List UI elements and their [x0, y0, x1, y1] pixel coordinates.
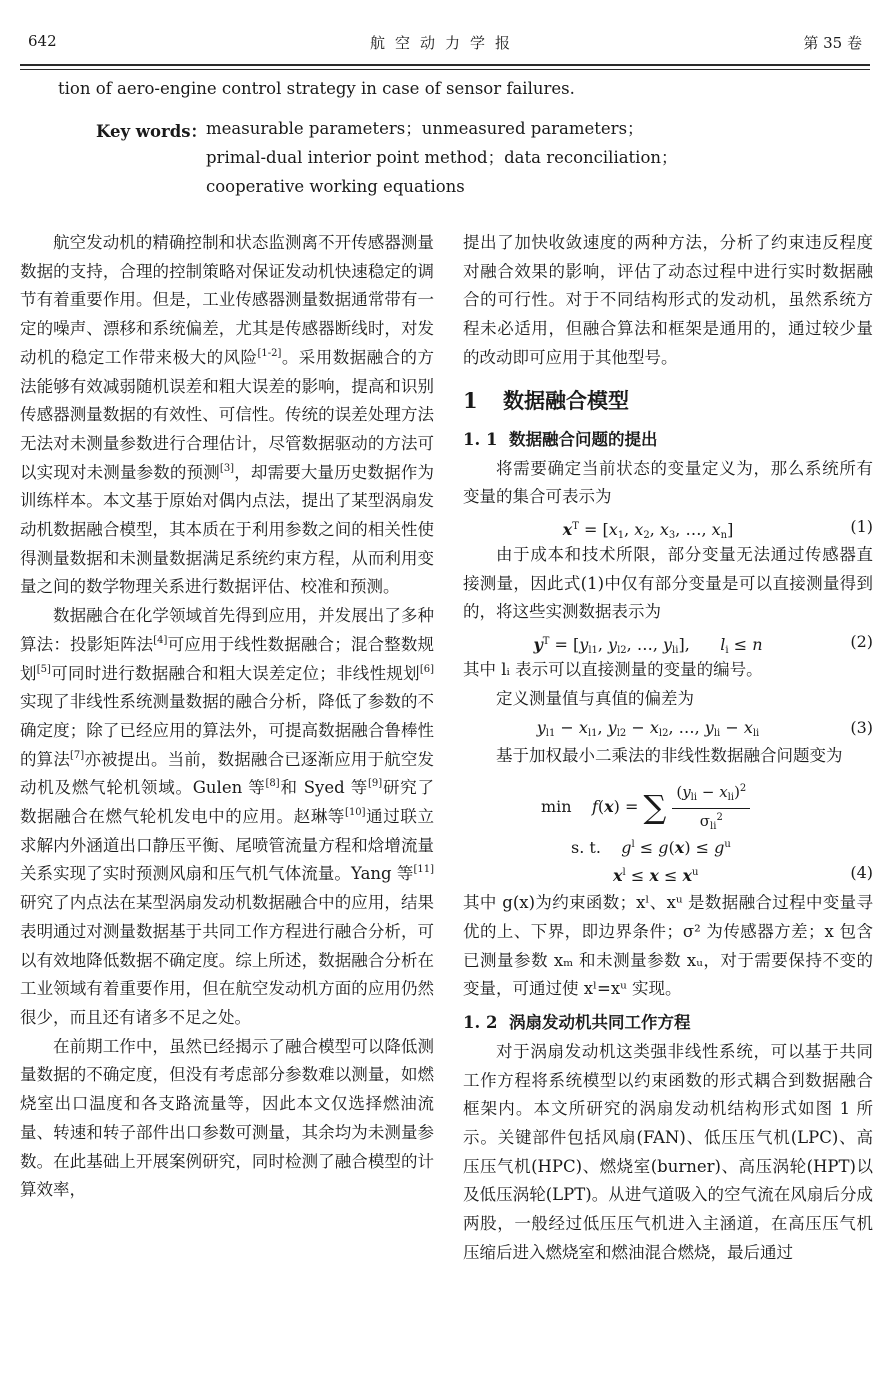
intro-paragraph-2: 数据融合在化学领域首先得到应用，并发展出了多种算法：投影矩阵法[4]可应用于线性数据融合；混合整数规划[5]可同时进行数据融合和粗大误差定位；非线性规划[6]实现了非线性系统测量数据的融合分析，降低了参数的不确定度；除了已经应用的算法外，可提高数据融合鲁棒性的算法[7]亦被提出。当前，数据融合已逐渐应用于航空发动机及燃气轮机领域。Gulen 等[8]和 Syed 等[9]研究了数据融合在燃气轮机发电中的应用。赵琳等[10]通过联立求解内外涵道出口静压平衡、尾喷管流量方程和焓增流量关系实现了实时预测风扇和压气机气体流量。Yang 等[11]研究了内点法在某型涡扇发动机数据融合中的应用，结果表明通过对测量数据基于共同工作方程进行融合分析，可以有效地降低数据不确定度。综上所述，数据融合分析在工业领域有着重要作用，但在航空发动机方面的应用仍然很少，而且还有诸多不足之处。	[20, 606, 435, 1027]
equation-objective: min f(x) = ∑ $\frac{(y_{li} - x_{li})^2}{\sigma_{li}^2}$	[541, 779, 750, 836]
subsection-heading-1-1: 1. 1 数据融合问题的提出	[463, 429, 658, 449]
intro-paragraph-3: 在前期工作中，虽然已经揭示了融合模型可以降低测量数据的不确定度，但没有考虑部分参数难以测量，如燃烧室出口温度和各支路流量等，因此本文仅选择燃油流量、转速和转子部件出口参数可测量，其余均为未测量参数。在此基础上开展案例研究，同时检测了融合模型的计算效率，	[20, 1036, 434, 1200]
citation: [5]	[36, 663, 51, 675]
left-column	[20, 229, 434, 1205]
citation: [7]	[69, 749, 85, 761]
paragraph: 其中 lᵢ 表示可以直接测量的变量的编号。	[463, 660, 763, 680]
continued-paragraph: 提出了加快收敛速度的两种方法，分析了约束违反程度对融合效果的影响，评估了动态过程中进行实时数据融合的可行性。对于不同结构形式的发动机，虽然系统方程未必适用，但融合算法和框架是通用的，通过较少量的改动即可应用于其他型号。	[463, 233, 873, 367]
citation: [8]	[265, 778, 280, 790]
section-heading: 1 数据融合模型	[463, 387, 629, 413]
equation-number: (1)	[850, 516, 873, 536]
equation-body: $y^T = [yl1$, yl2, …, yli], li ≤ n	[533, 635, 763, 657]
equation-number: (4)	[850, 863, 873, 883]
subsection-heading-1-2: 1. 2 涡扇发动机共同工作方程	[463, 1012, 691, 1032]
paragraph: 由于成本和技术所限，部分变量无法通过传感器直接测量，因此式(1)中仅有部分变量是可以直接测量得到的，将这些实测数据表示为	[463, 544, 873, 622]
equation-3	[463, 713, 873, 742]
abstract-tail: tion of aero-engine control strategy in case of sensor failures.	[58, 79, 575, 98]
equation-body: yl1 − xl1, yl2 − xl2, …, yli − xli	[536, 718, 760, 740]
citation: [1-2]	[257, 347, 282, 359]
keywords-line-2: primal-dual interior point method；data reconciliation；	[206, 148, 678, 167]
citation: [6]	[419, 663, 435, 675]
paragraph: 对于涡扇发动机这类强非线性系统，可以基于共同工作方程将系统模型以约束函数的形式耦合到数据融合框架内。本文所研究的涡扇发动机结构形式如图 1 所示。关键部件包括风扇(FAN)、低压压气机(LPC)、高压压气机(HPC)、燃烧室(burner)、高压涡轮(HPT)以及低压涡轮(LPT)。从进气道吸入的空气流在风扇后分成两股，一般经过低压压气机进入主涵道，在高压压气机压缩后进入燃烧室和燃油混合燃烧，最后通过	[463, 1041, 873, 1262]
equation-1	[463, 512, 873, 541]
keywords-line-3: cooperative working equations	[206, 177, 465, 196]
equation-bounds: $x^l \le x \le x^u$	[613, 866, 699, 886]
paragraph: 定义测量值与真值的偏差为	[496, 688, 694, 708]
equation-number: (3)	[850, 718, 873, 738]
citation: [11]	[413, 864, 434, 876]
paragraph: 基于加权最小二乘法的非线性数据融合问题变为	[496, 746, 843, 766]
intro-paragraph-1: 航空发动机的精确控制和状态监测离不开传感器测量数据的支持，合理的控制策略对保证发动机快速稳定的调节有着重要作用。但是，工业传感器测量数据通常带有一定的噪声、漂移和系统偏差，尤其是传感器断线时，对发动机的稳定工作带来极大的风险[1-2]。采用数据融合的方法能够有效减弱随机误差和粗大误差的影响，提高和识别传感器测量数据的有效性、可信性。传统的误差处理方法无法对未测量参数进行合理估计，尽管数据驱动的方法可以实现对未测量参数的预测[3]，却需要大量历史数据作为训练样本。本文基于原始对偶内点法，提出了某型涡扇发动机数据融合模型，其本质在于利用参数之间的相关性使得测量数据和未测量数据满足系统约束方程，从而利用变量之间的数学物理关系进行数据评估、校准和预测。	[20, 233, 435, 597]
citation: [3]	[219, 462, 235, 474]
paragraph: 将需要确定当前状态的变量定义为，那么系统所有变量的集合可表示为	[463, 458, 873, 507]
equation-body: $x^T = [x1$, x2, x3, …, xn]	[562, 519, 734, 541]
running-header	[20, 20, 870, 66]
page-number: 642	[28, 32, 57, 50]
volume-label: 第 35 卷	[803, 34, 862, 52]
equation-4	[463, 771, 873, 889]
citation: [4]	[153, 634, 168, 646]
equation-2	[463, 627, 873, 656]
citation: [9]	[368, 778, 383, 790]
equation-number: (2)	[850, 632, 873, 652]
journal-name: 航空动力学报	[369, 34, 520, 52]
citation: [10]	[345, 807, 366, 819]
paragraph: 其中 g(x)为约束函数；xˡ、xᵘ 是数据融合过程中变量寻优的上、下界，即边界条件；σ² 为传感器方差；x 包含已测量参数 xₘ 和未测量参数 xᵤ，对于需要保持不变的变量，可通过使 xˡ=xᵘ 实现。	[463, 893, 873, 999]
keywords-line-1: measurable parameters；unmeasured parameters；	[206, 119, 644, 138]
keywords-label: Key words：	[96, 122, 208, 141]
right-column	[463, 229, 873, 1268]
equation-constraint: s. t. $g^l \le g(x) \le g^u$	[571, 838, 731, 858]
